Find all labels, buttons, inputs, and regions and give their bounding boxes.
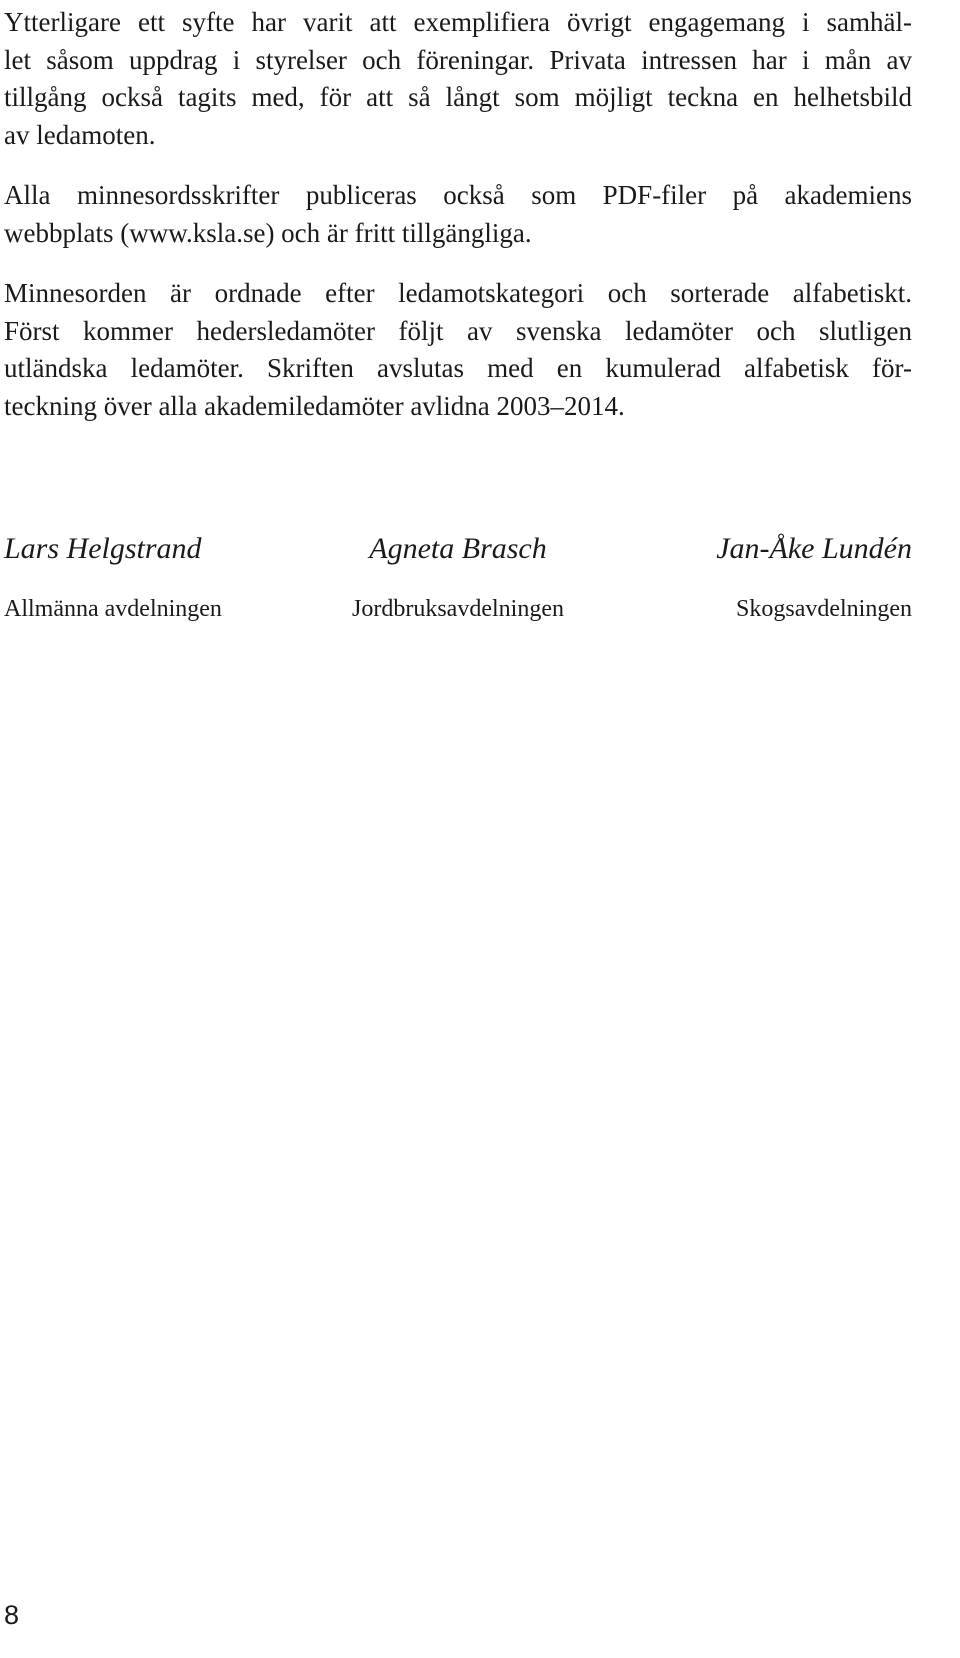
signatory-department: Skogsavdelningen xyxy=(736,596,912,622)
signatory-name: Lars Helgstrand xyxy=(4,532,202,565)
text-line: Först kommer hedersledamöter följt av svenska ledamöter och slutligen xyxy=(4,315,912,346)
text-line: utländska ledamöter. Skriften avslutas med en kumulerad alfabetisk för- xyxy=(4,353,912,383)
signatory-name: Agneta Brasch xyxy=(369,532,547,565)
signatory-departments xyxy=(4,596,912,623)
text-line: Alla minnesordsskrifter publiceras också som PDF-filer på akademiens xyxy=(4,180,912,210)
paragraph-purpose xyxy=(4,4,912,154)
text-line: Ytterligare ett syfte har varit att exemplifiera övrigt engagemang i samhäl- xyxy=(4,7,912,37)
text-line: av ledamoten. xyxy=(4,119,156,150)
signatory-name: Jan-Åke Lundén xyxy=(716,532,912,565)
paragraph-ordering xyxy=(4,275,912,425)
text-line: tillgång också tagits med, för att så långt som möjligt teckna en helhetsbild xyxy=(4,82,912,112)
body-text xyxy=(4,4,912,448)
text-line: teckning över alla akademiledamöter avlidna 2003–2014. xyxy=(4,390,625,421)
text-line: Minnesorden är ordnade efter ledamotskategori och sorterade alfabetiskt. xyxy=(4,278,912,308)
page-number: 8 xyxy=(4,1600,20,1630)
signatory-names xyxy=(4,532,912,566)
paragraph-publication xyxy=(4,177,912,252)
signatory-department: Jordbruksavdelningen xyxy=(352,596,564,622)
text-line: let såsom uppdrag i styrelser och föreningar. Privata intressen har i mån av xyxy=(4,44,912,75)
text-line: webbplats (www.ksla.se) och är fritt tillgängliga. xyxy=(4,217,532,248)
document-page xyxy=(4,0,912,1658)
signatory-department: Allmänna avdelningen xyxy=(4,596,222,622)
